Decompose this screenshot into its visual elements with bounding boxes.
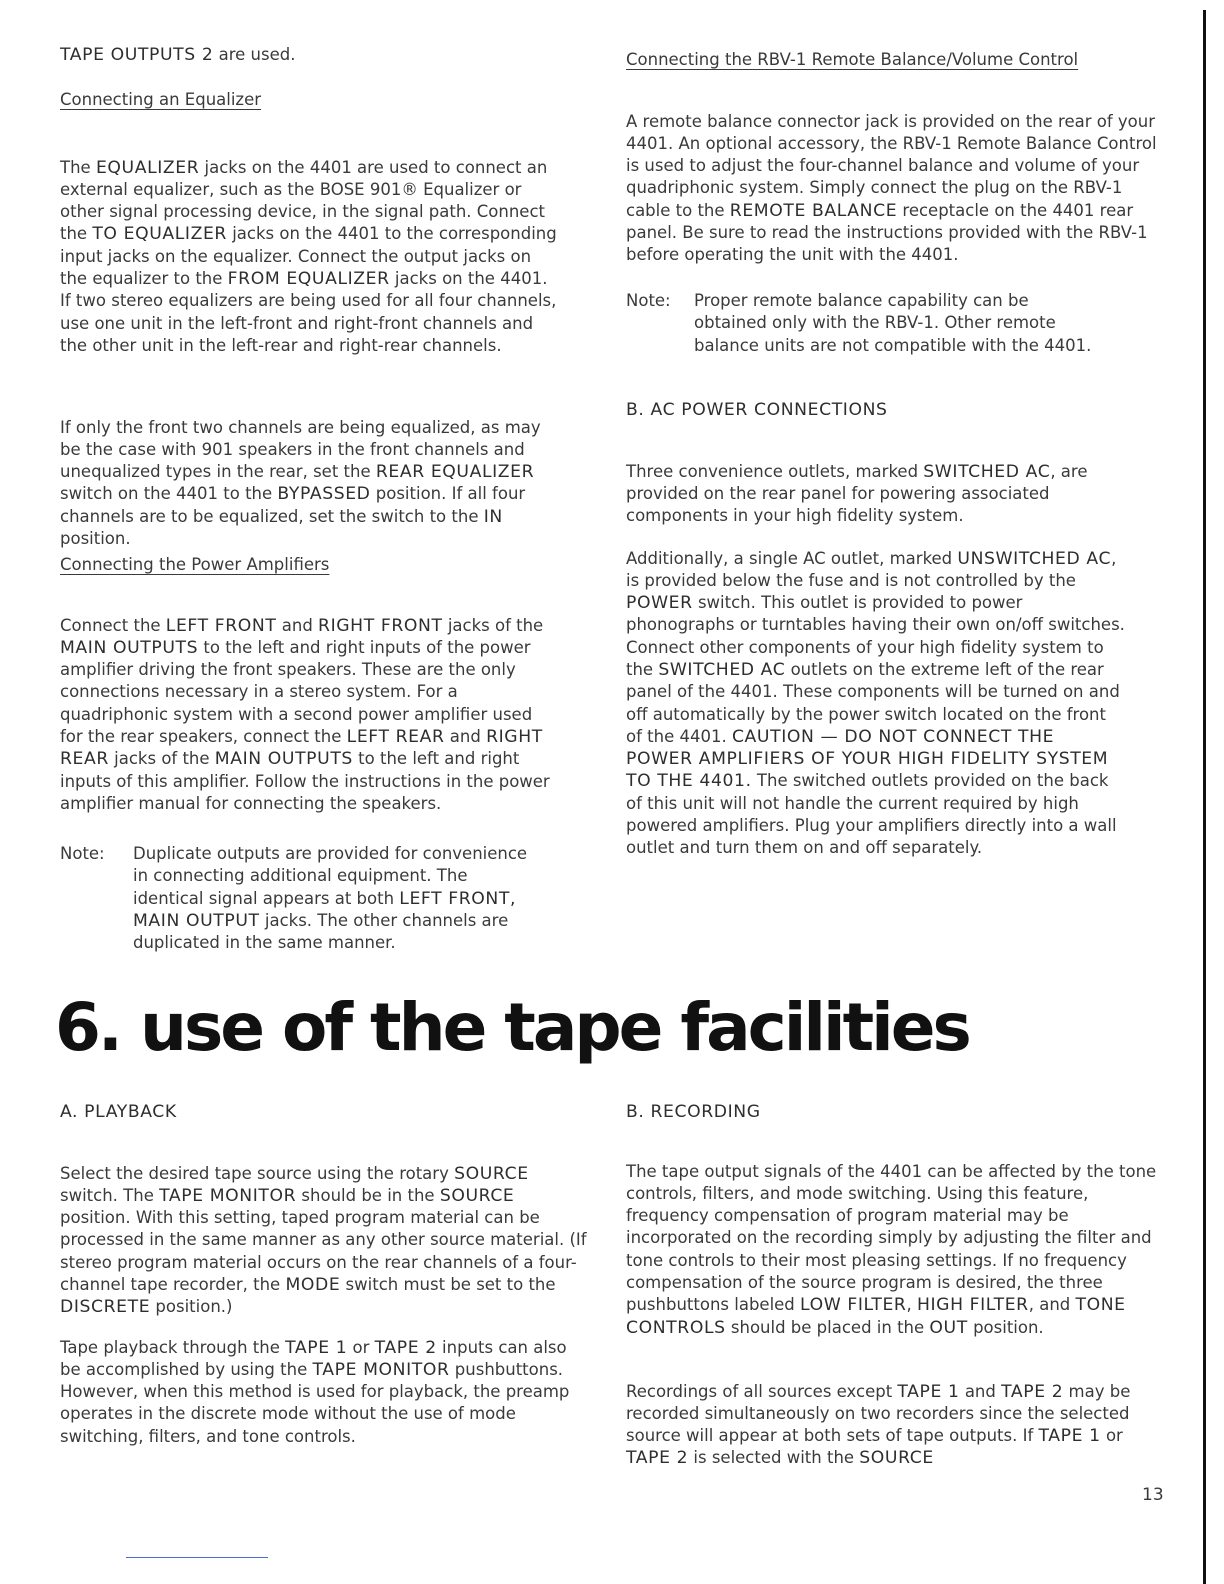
note-body: Proper remote balance capability can be obtained only with the RBV-1. Other remote balance units are not compatible with the 4401.	[694, 291, 1092, 355]
ac-power-heading: B. AC POWER CONNECTIONS	[626, 400, 888, 420]
page-edge-rule	[1203, 10, 1206, 1584]
rbv-heading: Connecting the RBV-1 Remote Balance/Volume Control	[626, 50, 1079, 69]
rbv-paragraph: A remote balance connector jack is provided on the rear of your 4401. An optional accessory, the RBV-1 Remote Balance Control is used to adjust the four-channel balance and volume of your quadriphonic system. Simply connect the plug on the RBV-1 cable to the REMOTE BALANCE receptacle on the 4401 rear panel. Be sure to read the instructions provided with the RBV-1 before operating the unit with the 4401.	[626, 111, 1157, 265]
bottom-link-underline	[126, 1557, 268, 1558]
caution-text: CAUTION — DO NOT CONNECT THE POWER AMPLIFIERS OF YOUR HIGH FIDELITY SYSTEM TO THE 4401.	[626, 726, 1109, 792]
power-amps-heading: Connecting the Power Amplifiers	[60, 555, 330, 574]
power-amps-note	[60, 843, 560, 958]
note-label: Note:	[626, 291, 671, 310]
top-line: TAPE OUTPUTS 2 are used.	[60, 45, 296, 65]
recording-paragraph-1: The tape output signals of the 4401 can be affected by the tone controls, filters, and mode switching. Using this feature, frequency compensation of program material may be incorporated on the recording simply by adjusting the filter and tone controls to their most pleasing settings. If no frequency compensation of the source program is desired, the three pushbuttons labeled LOW FILTER, HIGH FILTER, and TONE CONTROLS should be placed in the OUT position.	[626, 1161, 1157, 1338]
recording-heading: B. RECORDING	[626, 1102, 761, 1122]
note-label: Note:	[60, 844, 105, 863]
power-amps-paragraph: Connect the LEFT FRONT and RIGHT FRONT jacks of the MAIN OUTPUTS to the left and right inputs of the power amplifier driving the front speakers. These are the only connections necessary in a stereo system. For a quadriphonic system with a second power amplifier used for the rear speakers, connect the LEFT REAR and RIGHT REAR jacks of the MAIN OUTPUTS to the left and right inputs of this amplifier. Follow the instructions in the power amplifier manual for connecting the speakers.	[60, 615, 550, 813]
equalizer-heading: Connecting an Equalizer	[60, 90, 262, 109]
ac-power-paragraph-2: Additionally, a single AC outlet, marked UNSWITCHED AC, is provided below the fuse and is not controlled by the POWER switch. This outlet is provided to power phonographs or turntables having their own on/off switches. Connect other components of your high fidelity system to the SWITCHED AC outlets on the extreme left of the rear panel of the 4401. These components will be turned on and off automatically by the power switch located on the front of the 4401. CAUTION — DO NOT CONNECT THE POWER AMPLIFIERS OF YOUR HIGH FIDELITY SYSTEM TO THE 4401. The switched outlets provided on the back of this unit will not handle the current required by high powered amplifiers. Plug your amplifiers directly into a wall outlet and turn them on and off separately.	[626, 548, 1125, 858]
playback-paragraph-1: Select the desired tape source using the rotary SOURCE switch. The TAPE MONITOR should be in the SOURCE position. With this setting, taped program material can be processed in the same manner as any other source material. (If stereo program material occurs on the rear channels of a four-channel tape recorder, the MODE switch must be set to the DISCRETE position.)	[60, 1163, 587, 1318]
note-body: Duplicate outputs are provided for convenience in connecting additional equipment. The identical signal appears at both LEFT FRONT, MAIN OUTPUT jacks. The other channels are duplicated in the same manner.	[133, 844, 528, 953]
chapter-title-text: use of the tape facilities	[139, 989, 969, 1066]
chapter-number: 6.	[55, 989, 120, 1066]
equalizer-paragraph-1: The EQUALIZER jacks on the 4401 are used to connect an external equalizer, such as the BOSE 901® Equalizer or other signal processing device, in the signal path. Connect the TO EQUALIZER jacks on the 4401 to the corresponding input jacks on the equalizer. Connect the output jacks on the equalizer to the FROM EQUALIZER jacks on the 4401. If two stereo equalizers are being used for all four channels, use one unit in the left-front and right-front channels and the other unit in the left-rear and right-rear channels.	[60, 157, 557, 355]
recording-paragraph-2: Recordings of all sources except TAPE 1 and TAPE 2 may be recorded simultaneously on two recorders since the selected source will appear at both sets of tape outputs. If TAPE 1 or TAPE 2 is selected with the SOURCE	[626, 1381, 1131, 1469]
playback-heading: A. PLAYBACK	[60, 1102, 177, 1122]
rbv-note	[626, 290, 1186, 385]
caps-text: TAPE OUTPUTS 2	[60, 45, 214, 65]
chapter-title	[55, 988, 969, 1068]
equalizer-paragraph-2: If only the front two channels are being equalized, as may be the case with 901 speakers in the front channels and unequalized types in the rear, set the REAR EQUALIZER switch on the 4401 to the BYPASSED position. If all four channels are to be equalized, set the switch to the IN position.	[60, 417, 541, 548]
ac-power-paragraph-1: Three convenience outlets, marked SWITCHED AC, are provided on the rear panel for powering associated components in your high fidelity system.	[626, 461, 1088, 526]
playback-paragraph-2: Tape playback through the TAPE 1 or TAPE 2 inputs can also be accomplished by using the TAPE MONITOR pushbuttons. However, when this method is used for playback, the preamp operates in the discrete mode without the use of mode switching, filters, and tone controls.	[60, 1337, 570, 1446]
page-number: 13	[1142, 1485, 1164, 1505]
